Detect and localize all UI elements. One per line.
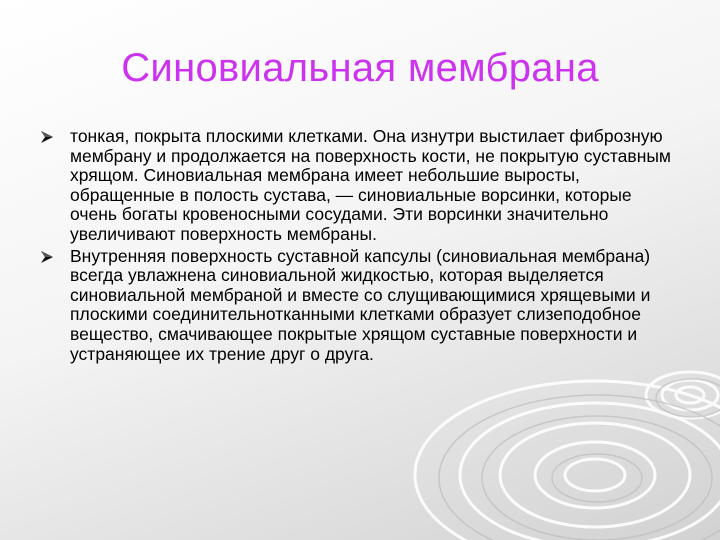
- page-title: [0, 44, 720, 92]
- list-item: [40, 127, 680, 245]
- bullet-text: Внутренняя поверхность суставной капсулы (синовиальная мембрана) всегда увлажнена синовиальной жидкостью, которая выделяется синовиальной мембраной и вместе со слущивающимися хрящевыми и плоскими соединительнотканными клетками образует слизеподобное вещество, смачивающее покрытые хрящом суставные поверхности и устраняющее их трение друг о друга.: [70, 245, 651, 364]
- arrowhead-bullet-icon: [40, 250, 54, 264]
- arrowhead-bullet-icon: [40, 130, 54, 144]
- title-text: Синовиальная мембрана: [121, 46, 599, 90]
- list-item: [40, 247, 680, 365]
- bullet-list: [40, 127, 680, 366]
- bullet-text: тонкая, покрыта плоскими клетками. Она изнутри выстилает фиброзную мембрану и продолжается на поверхность кости, не покрытую суставным хрящом. Синовиальная мембрана имеет небольшие выросты, обращенные в полость сустава, — синовиальные ворсинки, которые очень богаты кровеносными сосудами. Эти ворсинки значительно увеличивают поверхность мембраны.: [70, 126, 671, 244]
